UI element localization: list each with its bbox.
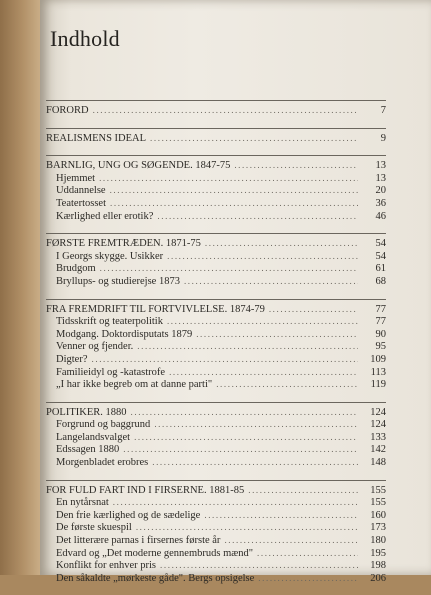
dot-leader: [184, 275, 358, 288]
toc-entry-text: POLITIKER. 1880: [46, 406, 127, 418]
toc-page-number: 124: [370, 406, 386, 418]
toc-subentry: [46, 547, 386, 560]
toc-entry-text: Edssagen 1880: [56, 444, 120, 456]
toc-entry-text: Kærlighed eller erotik?: [56, 210, 154, 222]
dot-leader: [224, 534, 358, 547]
toc-page-number: 13: [375, 160, 386, 172]
toc-section: [46, 100, 386, 117]
dot-leader: [93, 104, 358, 117]
toc-chapter-heading: [46, 104, 386, 117]
toc-page-number: 160: [370, 509, 386, 521]
page-title: Indhold: [50, 26, 120, 51]
dot-leader: [216, 378, 358, 391]
toc-chapter-heading: [46, 132, 386, 145]
toc-page-number: 155: [370, 484, 386, 496]
toc-entry-text: Digter?: [56, 353, 88, 365]
toc-page-number: 7: [380, 105, 386, 116]
toc-entry-text: De første skuespil: [56, 522, 132, 534]
dot-leader: [154, 418, 358, 431]
toc-page-number: 68: [375, 275, 386, 287]
toc-page-number: 13: [375, 172, 386, 184]
toc-entry-text: Brudgom: [56, 263, 96, 275]
dot-leader: [257, 547, 358, 560]
toc-page-number: 155: [370, 497, 386, 509]
dot-leader: [92, 353, 359, 366]
toc-subentry: [46, 431, 386, 444]
toc-entry-text: FORORD: [46, 105, 89, 116]
toc-chapter-heading: [46, 237, 386, 250]
toc-entry-text: Tidsskrift og teaterpolitik: [56, 316, 163, 328]
dot-leader: [234, 159, 358, 172]
toc-page-number: 95: [375, 341, 386, 353]
toc-section: [46, 155, 386, 222]
toc-subentry: [46, 456, 386, 469]
dot-leader: [204, 509, 358, 522]
toc-subentry: [46, 250, 386, 263]
dot-leader: [99, 172, 358, 185]
dot-leader: [137, 340, 358, 353]
dot-leader: [167, 315, 358, 328]
toc-entry-text: Den frie kærlighed og de sædelige: [56, 509, 201, 521]
toc-page-number: 133: [370, 431, 386, 443]
toc-section: [46, 299, 386, 391]
toc-subentry: [46, 340, 386, 353]
toc-entry-text: I Georgs skygge. Usikker: [56, 250, 164, 262]
toc-subentry: [46, 366, 386, 379]
toc-subentry: [46, 418, 386, 431]
toc-page-number: 36: [375, 197, 386, 209]
toc-page-number: 77: [375, 303, 386, 315]
dot-leader: [258, 572, 358, 585]
book-spine-edge: [0, 0, 40, 575]
dot-leader: [136, 521, 358, 534]
toc-subentry: [46, 559, 386, 572]
toc-page-number: 9: [380, 132, 386, 144]
toc-entry-text: Den såkaldte „mørkeste gåde". Bergs opsigelse: [56, 572, 255, 584]
dot-leader: [160, 559, 358, 572]
toc-page-number: 142: [370, 444, 386, 456]
dot-leader: [167, 250, 358, 263]
toc-entry-text: Bryllups- og studierejse 1873: [56, 275, 180, 287]
toc-page-number: 198: [370, 560, 386, 572]
toc-entry-text: Forgrund og baggrund: [56, 419, 151, 431]
toc-entry-text: Langelandsvalget: [56, 431, 131, 443]
dot-leader: [134, 431, 358, 444]
toc-section: [46, 402, 386, 469]
toc-page-number: 173: [370, 522, 386, 534]
toc-subentry: [46, 496, 386, 509]
toc-page-number: 54: [375, 250, 386, 262]
toc-chapter-heading: [46, 303, 386, 316]
dot-leader: [152, 456, 358, 469]
toc-section: [46, 233, 386, 287]
toc-entry-text: Uddannelse: [56, 185, 106, 197]
dot-leader: [269, 303, 358, 316]
toc-page-number: 46: [375, 210, 386, 222]
toc-subentry: [46, 328, 386, 341]
toc-page-number: 61: [375, 263, 386, 275]
toc-subentry: [46, 275, 386, 288]
dot-leader: [196, 328, 358, 341]
toc-page-number: 77: [375, 316, 386, 328]
toc-chapter-heading: [46, 406, 386, 419]
dot-leader: [113, 496, 358, 509]
toc-entry-text: FRA FREMDRIFT TIL FORTVIVLELSE. 1874-79: [46, 303, 265, 315]
dot-leader: [205, 237, 358, 250]
toc-subentry: [46, 509, 386, 522]
dot-leader: [110, 184, 358, 197]
toc-entry-text: Morgenbladet erobres: [56, 457, 149, 469]
toc-subentry: [46, 443, 386, 456]
dot-leader: [110, 197, 358, 210]
toc-subentry: [46, 572, 386, 585]
toc-chapter-heading: [46, 484, 386, 497]
toc-subentry: [46, 197, 386, 210]
toc-entry-text: Det litterære parnas i firsernes første år: [56, 535, 221, 547]
toc-entry-text: Familieidyl og -katastrofe: [56, 366, 166, 378]
toc-section: [46, 128, 386, 145]
toc-page-number: 148: [370, 457, 386, 469]
dot-leader: [100, 262, 358, 275]
toc-page-number: 180: [370, 535, 386, 547]
dot-leader: [131, 406, 359, 419]
toc-page-number: 119: [370, 379, 386, 391]
toc-subentry: [46, 262, 386, 275]
toc-page-number: 113: [370, 366, 386, 378]
toc-entry-text: Teatertosset: [56, 197, 106, 209]
toc-entry-text: FØRSTE FREMTRÆDEN. 1871-75: [46, 238, 201, 250]
toc-subentry: [46, 534, 386, 547]
toc-page-number: 206: [370, 572, 386, 584]
toc-entry-text: Hjemmet: [56, 172, 96, 184]
toc-entry-text: Modgang. Doktordisputats 1879: [56, 328, 193, 340]
toc-subentry: [46, 184, 386, 197]
toc-page-number: 124: [370, 419, 386, 431]
toc-subentry: [46, 315, 386, 328]
dot-leader: [150, 132, 358, 145]
toc-entry-text: Edvard og „Det moderne gennembruds mænd": [56, 547, 254, 559]
toc-chapter-heading: [46, 159, 386, 172]
toc-page-number: 54: [375, 238, 386, 250]
dot-leader: [248, 484, 358, 497]
toc-entry-text: Venner og fjender.: [56, 341, 134, 353]
toc-subentry: [46, 378, 386, 391]
toc-entry-text: „I har ikke begreb om at danne parti": [56, 379, 213, 391]
toc-entry-text: Konflikt for enhver pris: [56, 560, 157, 572]
toc-section: [46, 480, 386, 585]
toc-subentry: [46, 353, 386, 366]
toc-page-number: 20: [375, 185, 386, 197]
table-of-contents: [46, 100, 386, 595]
toc-entry-text: FOR FULD FART IND I FIRSERNE. 1881-85: [46, 484, 245, 496]
toc-subentry: [46, 521, 386, 534]
toc-page-number: 195: [370, 547, 386, 559]
dot-leader: [169, 366, 358, 379]
dot-leader: [157, 210, 358, 223]
toc-subentry: [46, 172, 386, 185]
dot-leader: [123, 443, 358, 456]
toc-entry-text: En nytårsnat: [56, 497, 109, 509]
toc-subentry: [46, 210, 386, 223]
toc-entry-text: BARNLIG, UNG OG SØGENDE. 1847-75: [46, 160, 231, 172]
toc-page-number: 109: [370, 353, 386, 365]
toc-entry-text: REALISMENS IDEAL: [46, 132, 147, 144]
toc-page-number: 90: [375, 328, 386, 340]
